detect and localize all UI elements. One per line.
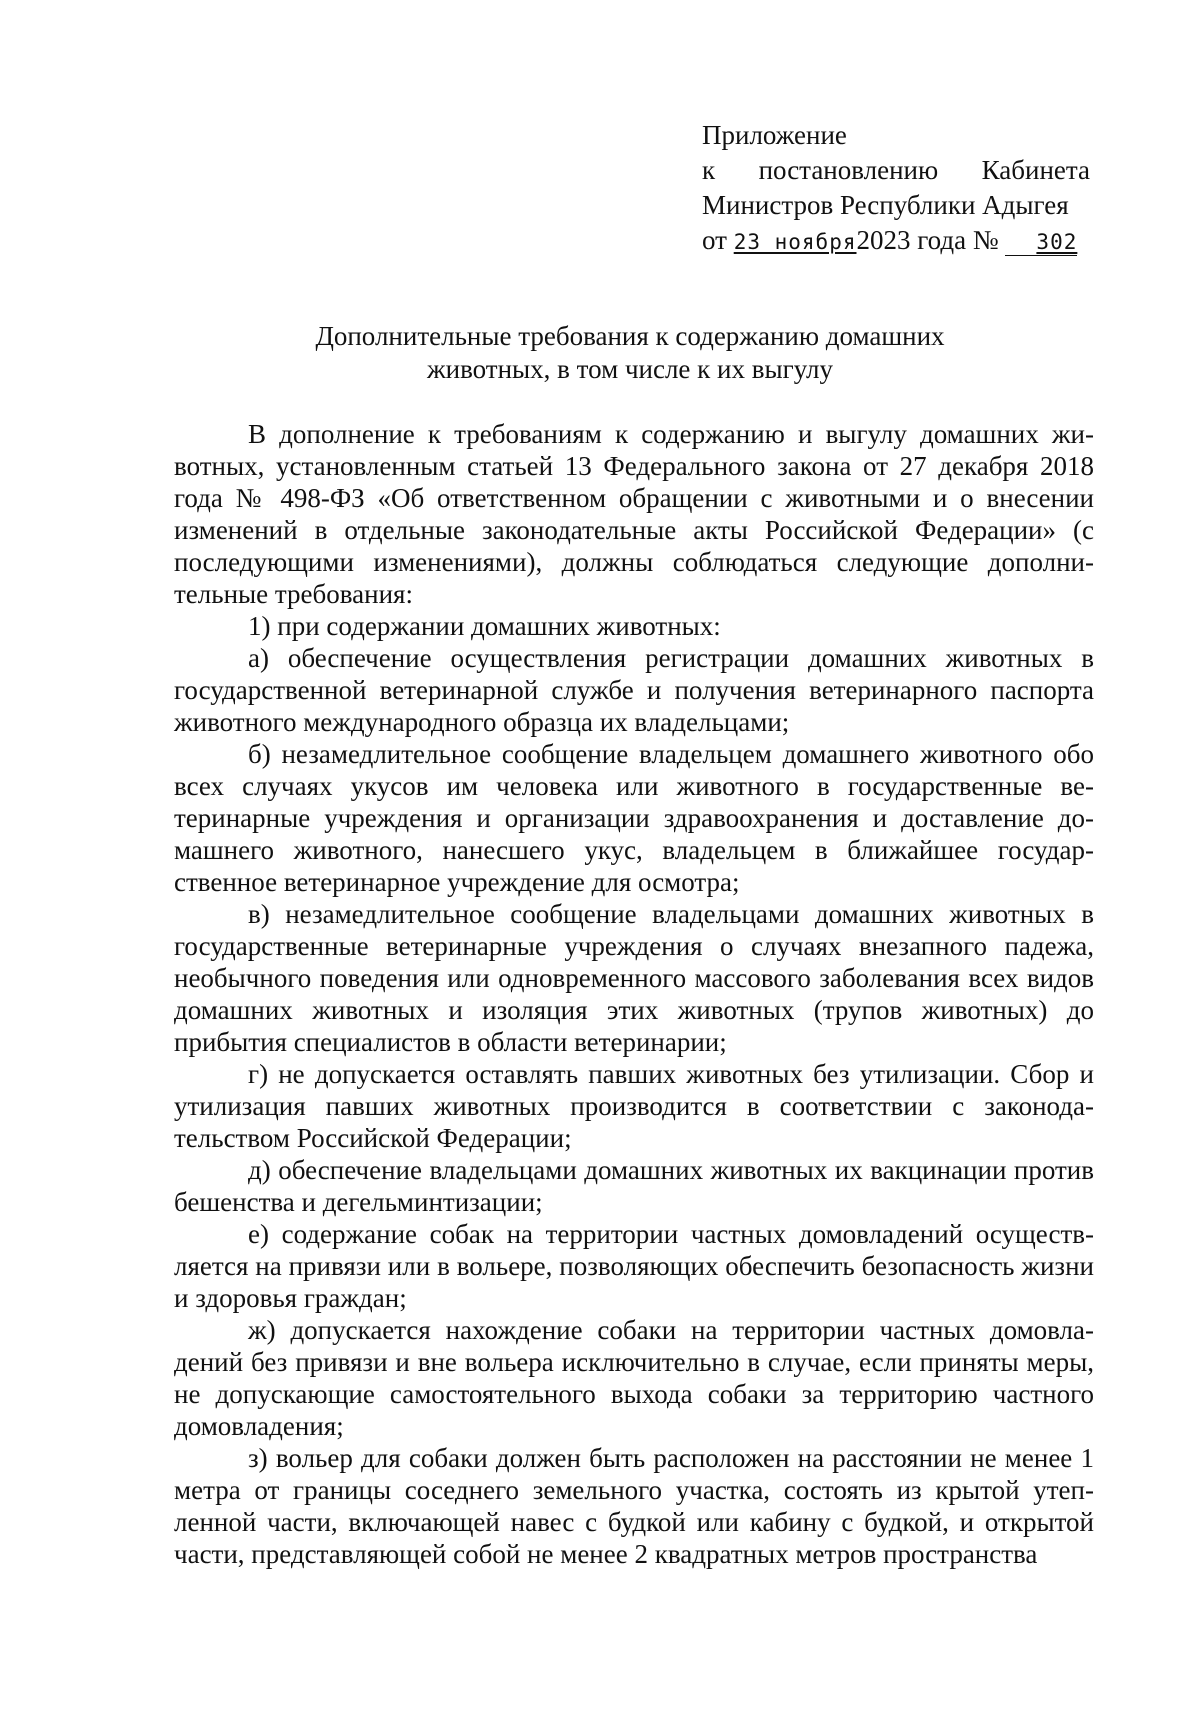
document-title	[170, 320, 1090, 386]
appendix-number: 302	[1005, 229, 1077, 256]
appendix-year: 2023 года №	[856, 225, 999, 255]
title-line-2: животных, в том числе к их выгулу	[426, 354, 833, 384]
appendix-date-prefix: от	[702, 225, 727, 255]
appendix-word-cabinet: Кабинета	[981, 155, 1090, 185]
paragraph-item-zh: ж) допускается нахождение собаки на территории частных домовладений без привязи и вне вольера исключительно в случае, если приняты меры, не допускающие самостоятельного выхода собаки за территорию частного домовладения;	[174, 1315, 1094, 1441]
appendix-date-line	[702, 223, 1102, 260]
appendix-date: 23 ноября	[733, 230, 857, 254]
paragraph-item-z: з) вольер для собаки должен быть расположен на расстоянии не менее 1 метра от границы соседнего земельного участка, состоять из крытой утепленной части, включающей навес с будкой или кабину с будкой, и открытой части, представляющей собой не менее 2 квадратных метров пространства	[174, 1443, 1094, 1569]
paragraph-item-g: г) не допускается оставлять павших животных без утилизации. Сбор и утилизация павших животных производится в соответствии с законодательством Российской Федерации;	[174, 1059, 1094, 1153]
paragraph-intro: В дополнение к требованиям к содержанию и выгулу домашних животных, установленным статьей 13 Федерального закона от 27 декабря 2018 года № 498-ФЗ «Об ответственном обращении с животными и о внесении изменений в отдельные законодательные акты Российской Федерации» (с последующими изменениями), должны соблюдаться следующие дополнительные требования:	[174, 419, 1094, 609]
appendix-ministers: Министров Республики Адыгея	[702, 190, 1069, 220]
paragraph-item-e: е) содержание собак на территории частных домовладений осуществляется на привязи или в вольере, позволяющих обеспечить безопасность жизни и здоровья граждан;	[174, 1219, 1094, 1313]
paragraph-item-1: 1) при содержании домашних животных:	[248, 611, 721, 641]
paragraph-item-b: б) незамедлительное сообщение владельцем домашнего животного обо всех случаях укусов им человека или животного в государственные ветеринарные учреждения и организации здравоохранения и доставление домашнего животного, нанесшего укус, владельцем в ближайшее государственное ветеринарное учреждение для осмотра;	[174, 739, 1094, 897]
appendix-word-resolution: постановлению	[758, 155, 939, 185]
title-line-1: Дополнительные требования к содержанию домашних	[315, 321, 945, 351]
appendix-block	[702, 118, 1102, 260]
appendix-word-k: к	[702, 155, 716, 185]
paragraph-item-v: в) незамедлительное сообщение владельцами домашних животных в государственные ветеринарные учреждения о случаях внезапного падежа, необычного поведения или одновременного массового заболевания всех видов домашних животных и изоляция этих животных (трупов животных) до прибытия специалистов в области ветеринарии;	[174, 899, 1094, 1057]
document-body	[174, 418, 1094, 1570]
paragraph-item-a: а) обеспечение осуществления регистрации домашних животных в государственной ветеринарной службе и получения ветеринарного паспорта животного международного образца их владельцами;	[174, 643, 1094, 737]
appendix-resolution-line	[702, 153, 1090, 188]
appendix-label: Приложение	[702, 120, 847, 150]
paragraph-item-d: д) обеспечение владельцами домашних животных их вакцинации против бешенства и дегельминтизации;	[174, 1155, 1094, 1217]
